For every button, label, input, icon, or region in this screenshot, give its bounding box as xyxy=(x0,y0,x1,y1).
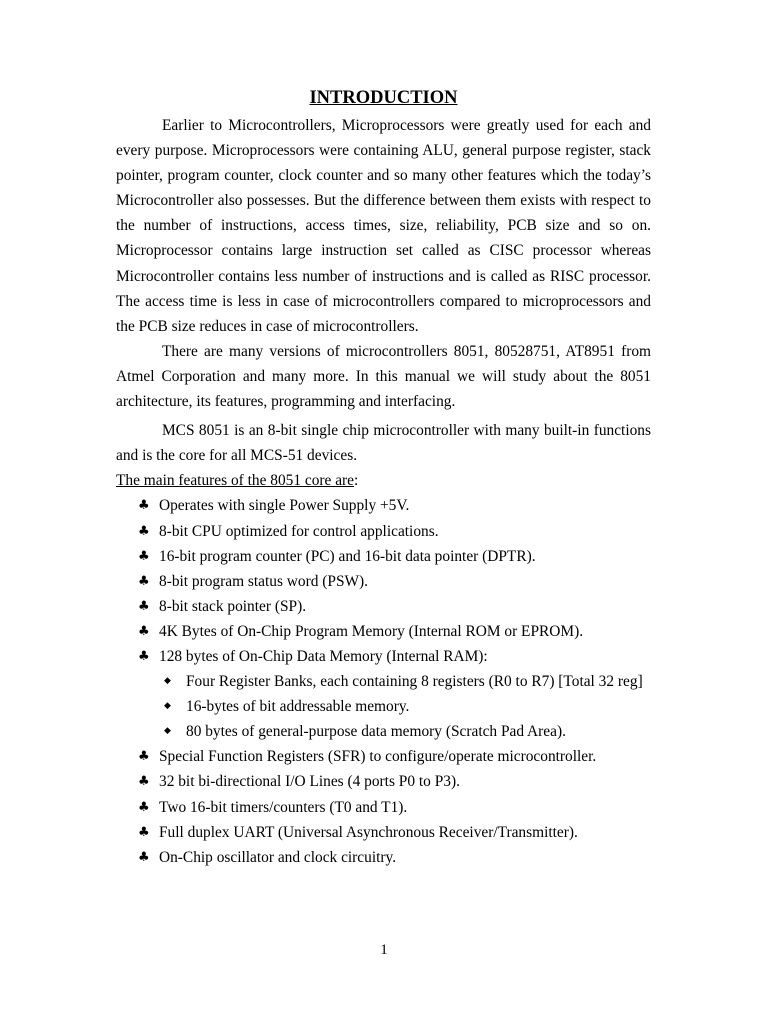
list-item xyxy=(116,744,651,769)
feature-text: On-Chip oscillator and clock circuitry. xyxy=(159,848,397,866)
feature-text: 16-bit program counter (PC) and 16-bit data pointer (DPTR). xyxy=(159,547,536,565)
feature-text: Full duplex UART (Universal Asynchronous Receiver/Transmitter). xyxy=(159,823,578,841)
document-title: INTRODUCTION xyxy=(309,88,458,108)
club-bullet-icon: ♣ xyxy=(138,523,150,539)
feature-text: 4K Bytes of On-Chip Program Memory (Internal ROM or EPROM). xyxy=(159,622,584,640)
versions-paragraph: There are many versions of microcontrollers 8051, 80528751, AT8951 from Atmel Corporation and many more. In this manual we will study about the 8051 architecture, its features, programming and interfacing. xyxy=(116,342,651,411)
sub-feature-text: Four Register Banks, each containing 8 registers (R0 to R7) [Total 32 reg] xyxy=(186,673,643,691)
feature-text: 128 bytes of On-Chip Data Memory (Internal RAM): xyxy=(159,647,488,665)
list-item xyxy=(116,594,651,619)
features-list-continued xyxy=(116,744,651,869)
club-bullet-icon: ♣ xyxy=(138,749,150,765)
club-bullet-icon: ♣ xyxy=(138,849,150,865)
diamond-bullet-icon: ◆ xyxy=(164,701,171,712)
club-bullet-icon: ♣ xyxy=(138,548,150,564)
club-bullet-icon: ♣ xyxy=(138,623,150,639)
sub-feature-text: 80 bytes of general-purpose data memory (Scratch Pad Area). xyxy=(186,723,566,741)
mcs8051-paragraph: MCS 8051 is an 8-bit single chip microcontroller with many built-in functions and is the core for all MCS-51 devices. xyxy=(116,422,651,465)
intro-paragraph: Earlier to Microcontrollers, Microprocessors were greatly used for each and every purpose. Microprocessors were containing ALU, general purpose register, stack pointer, program counter, clock counter and so many other features which the today’s Microcontroller also possesses. But the difference between them exists with respect to the number of instructions, access times, size, reliability, PCB size and so on. Microprocessor contains large instruction set called as CISC processor whereas Microcontroller contains less number of instructions and is called as RISC processor. The access time is less in case of microcontrollers compared to microprocessors and the PCB size reduces in case of microcontrollers. xyxy=(116,117,651,335)
club-bullet-icon: ♣ xyxy=(138,774,150,790)
list-item xyxy=(116,544,651,569)
list-item xyxy=(116,619,651,644)
list-item xyxy=(116,769,651,794)
feature-text: 32 bit bi-directional I/O Lines (4 ports P0 to P3). xyxy=(159,773,460,791)
feature-text: 8-bit CPU optimized for control applications. xyxy=(159,522,439,540)
internal-ram-sublist xyxy=(116,669,651,744)
list-item xyxy=(116,820,651,845)
club-bullet-icon: ♣ xyxy=(138,598,150,614)
sub-list-item xyxy=(116,669,651,694)
sub-feature-text: 16-bytes of bit addressable memory. xyxy=(186,698,410,716)
feature-text: 8-bit stack pointer (SP). xyxy=(159,597,307,615)
diamond-bullet-icon: ◆ xyxy=(164,676,171,687)
feature-text: Two 16-bit timers/counters (T0 and T1). xyxy=(159,798,408,816)
features-heading-colon: : xyxy=(354,472,359,490)
list-item xyxy=(116,493,651,518)
page-number: 1 xyxy=(380,942,388,958)
features-list xyxy=(116,493,651,669)
list-item xyxy=(116,795,651,820)
club-bullet-icon: ♣ xyxy=(138,573,150,589)
features-heading xyxy=(116,468,651,493)
features-heading-text: The main features of the 8051 core are xyxy=(116,472,355,490)
list-item xyxy=(116,519,651,544)
sub-list-item xyxy=(116,694,651,719)
feature-text: Special Function Registers (SFR) to configure/operate microcontroller. xyxy=(159,748,597,766)
feature-text: Operates with single Power Supply +5V. xyxy=(159,497,410,515)
list-item xyxy=(116,845,651,870)
list-item xyxy=(116,569,651,594)
list-item xyxy=(116,644,651,669)
diamond-bullet-icon: ◆ xyxy=(164,726,171,737)
sub-list-item xyxy=(116,719,651,744)
feature-text: 8-bit program status word (PSW). xyxy=(159,572,369,590)
club-bullet-icon: ♣ xyxy=(138,824,150,840)
club-bullet-icon: ♣ xyxy=(138,648,150,664)
club-bullet-icon: ♣ xyxy=(138,799,150,815)
club-bullet-icon: ♣ xyxy=(138,498,150,514)
document-page xyxy=(116,86,651,870)
